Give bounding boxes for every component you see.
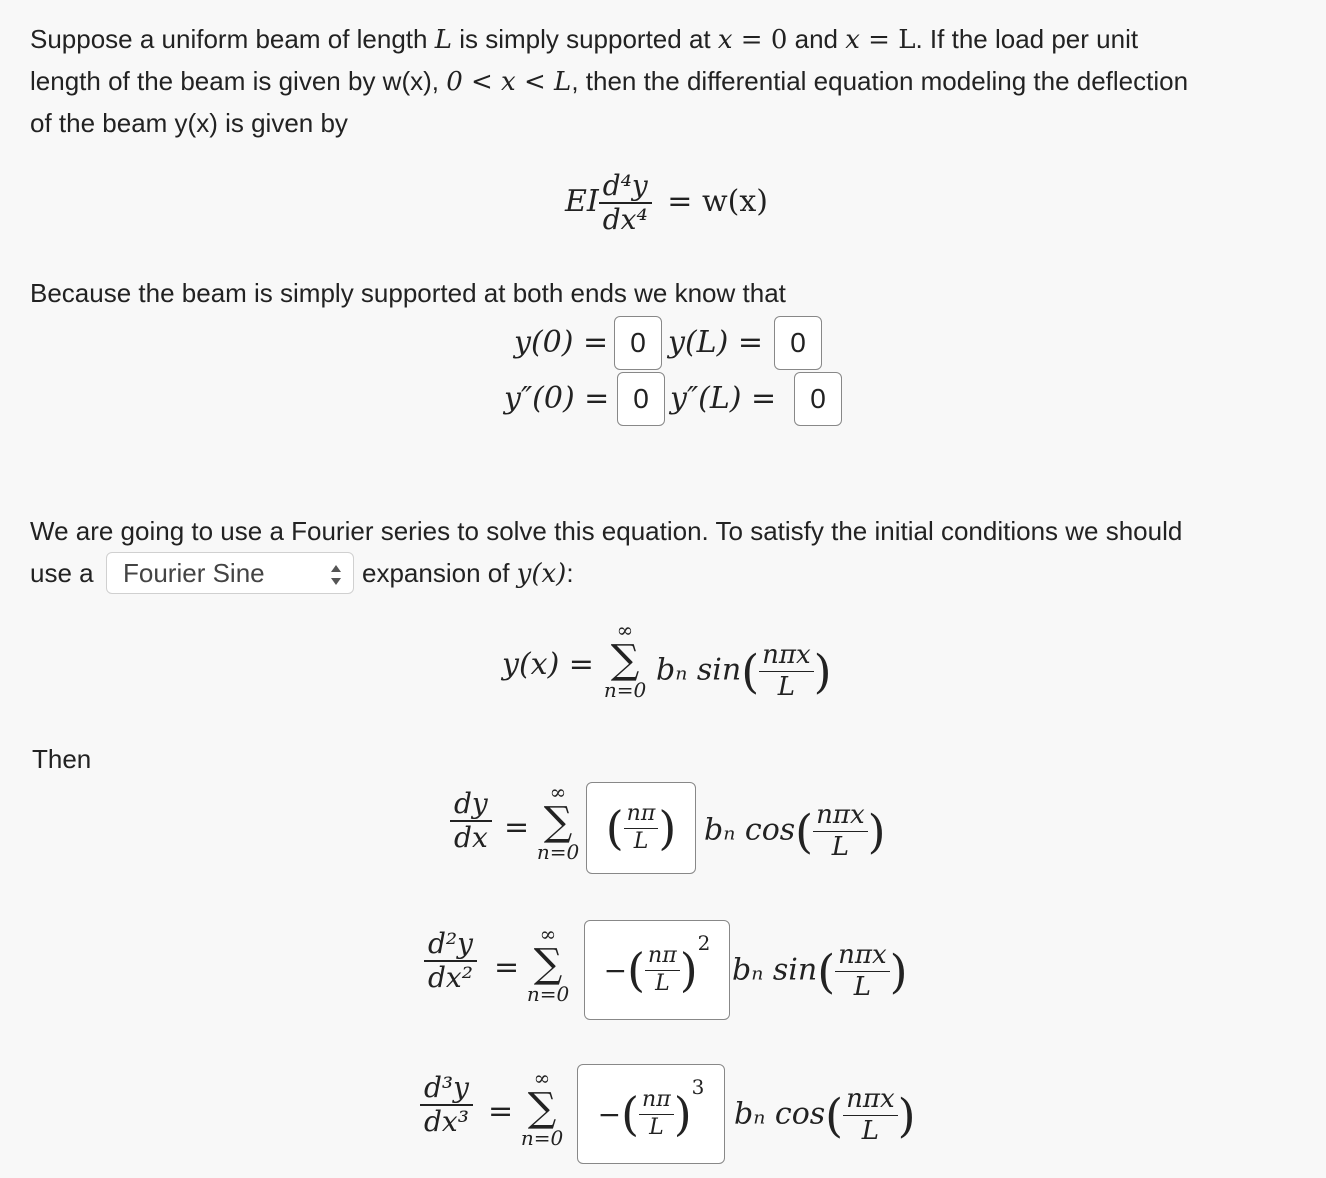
expansion-text: expansion of y(x): <box>362 558 574 589</box>
bc-y0-label: y(0) = <box>514 325 609 360</box>
bc-yL-label: y(L) = <box>668 325 763 360</box>
bc-yppL-label: y″(L) = <box>670 381 777 416</box>
deriv2-lhs: $\frac{\text{d²y}}{\text{dx²}}$ <box>424 928 477 994</box>
deriv1-answer-box[interactable]: ( $\frac{n\pi}{L}$ ) <box>586 782 696 874</box>
deriv2-sum-sigma: ∞ ∑ n=0 <box>526 922 570 1006</box>
main-equation: EI $\frac{\text{d⁴y}}{\text{dx⁴}}$ = w(x) <box>565 169 768 237</box>
deriv2-answer-box[interactable]: − ( $\frac{n\pi}{L}$ ) $^2$ <box>584 920 730 1020</box>
deriv2-equals: = <box>494 950 520 985</box>
deriv3-lhs: $\frac{\text{d³y}}{\text{dx³}}$ <box>420 1072 473 1138</box>
series-type-select[interactable] <box>106 552 354 594</box>
deriv1-tail: bₙ cos( $\frac{\text{nπx}}{L}$ ) <box>704 800 886 863</box>
bc-text: Because the beam is simply supported at both ends we know that <box>30 278 786 308</box>
bc-ypp0-answer-box[interactable]: 0 <box>617 372 665 426</box>
deriv1-sum-sigma: ∞ ∑ n=0 <box>536 780 580 864</box>
deriv1-equals: = <box>504 810 530 845</box>
select-updown-icon <box>329 560 343 590</box>
deriv3-answer-box[interactable]: − ( $\frac{n\pi}{L}$ ) $^3$ <box>577 1064 725 1164</box>
bc-yppL-answer-box[interactable]: 0 <box>794 372 842 426</box>
deriv1-lhs: $\frac{dy}{dx}$ <box>450 788 492 854</box>
fourier-text-line-1: We are going to use a Fourier series to solve this equation. To satisfy the initial conditions we should <box>30 516 1183 546</box>
intro-line-1: Suppose a uniform beam of length L is simply supported at x = 0 and x = L. If the load per unit <box>30 24 1139 55</box>
series-term: bₙ sin( $\frac{\text{nπx}}{L}$ ) <box>656 640 832 703</box>
then-label: Then <box>32 744 92 774</box>
intro-line-3: of the beam y(x) is given by <box>30 108 348 138</box>
deriv3-tail: bₙ cos( $\frac{\text{nπx}}{L}$ ) <box>734 1084 916 1147</box>
bc-y0-answer-box[interactable]: 0 <box>614 316 662 370</box>
bc-yL-answer-box[interactable]: 0 <box>774 316 822 370</box>
deriv2-tail: bₙ sin( $\frac{\text{nπx}}{L}$ ) <box>732 940 908 1003</box>
deriv3-equals: = <box>488 1094 514 1129</box>
use-a-label: use a <box>30 558 94 588</box>
series-lhs: y(x) = <box>502 647 594 682</box>
series-sum-sigma: ∞ ∑ n=0 <box>603 618 647 702</box>
series-type-selected-value: Fourier Sine <box>123 557 265 588</box>
intro-line-2: length of the beam is given by w(x), 0 < x < L, then the differential equation modeling the deflection <box>30 66 1189 97</box>
bc-ypp0-label: y″(0) = <box>504 381 610 416</box>
deriv3-sum-sigma: ∞ ∑ n=0 <box>520 1066 564 1150</box>
